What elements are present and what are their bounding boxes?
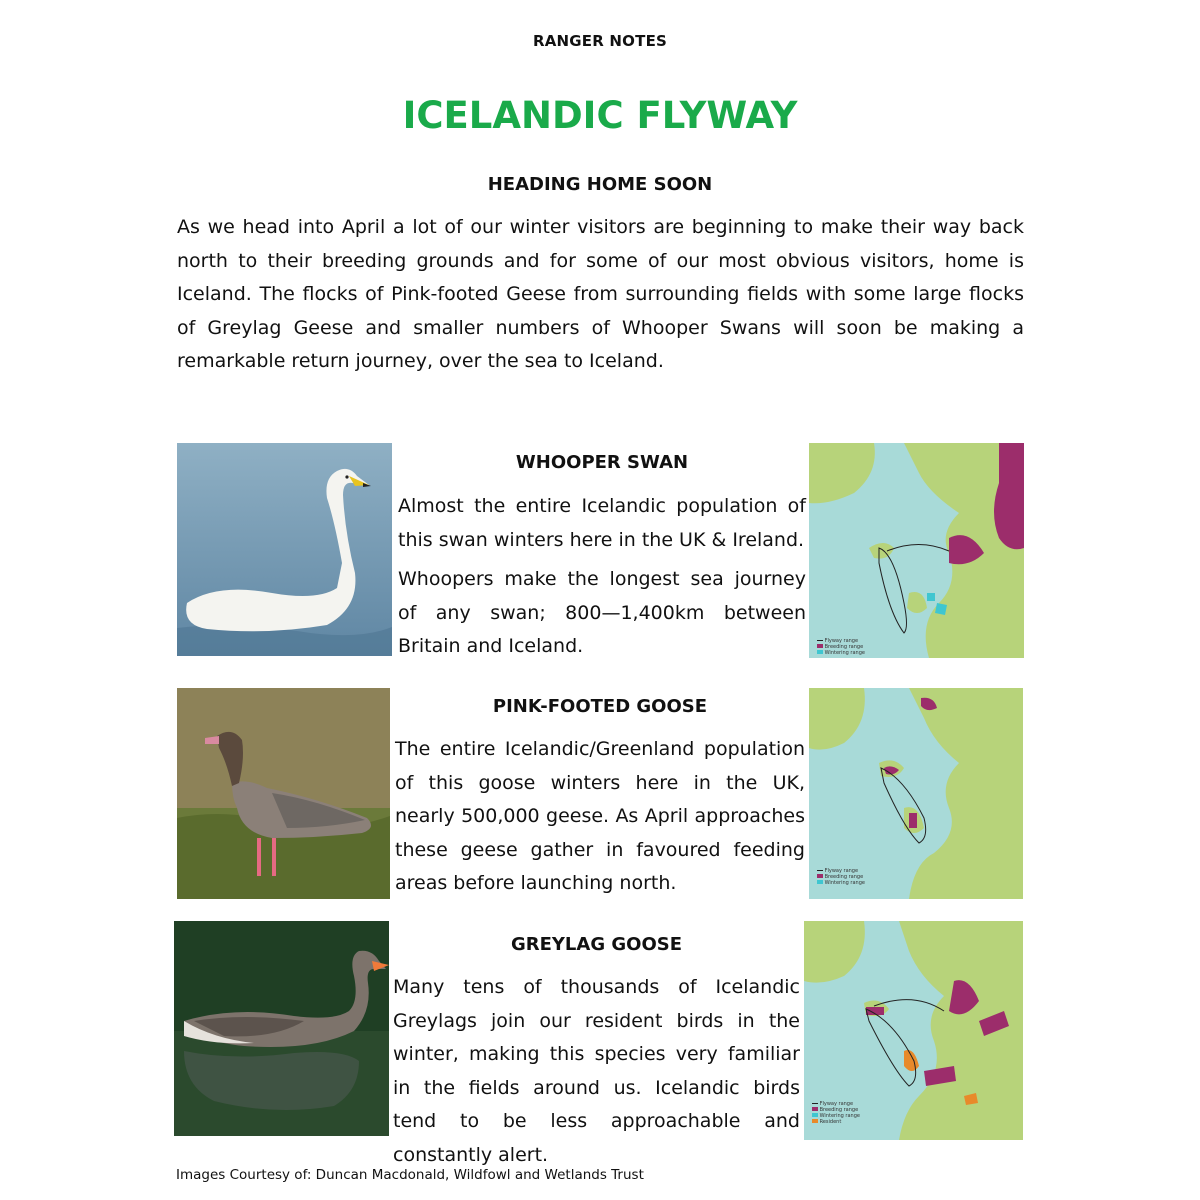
pink-footed-goose-text: [395, 733, 805, 901]
pink-footed-goose-photo: [177, 688, 390, 899]
whooper-swan-text: [398, 490, 806, 664]
legend-flyway: Flyway range: [817, 868, 865, 874]
pink-footed-goose-range-map: [809, 688, 1023, 899]
intro-heading: HEADING HOME SOON: [487, 174, 713, 195]
legend-flyway: Flyway range: [817, 638, 865, 644]
pink-footed-goose-map-legend: [817, 868, 865, 886]
legend-flyway: Flyway range: [812, 1101, 860, 1107]
pink-footed-goose-para-1: The entire Icelandic/Greenland population of this goose winters here in the UK, nearly 500,000 geese. As April approaches these geese gather in favoured feeding areas before launching north.: [395, 738, 805, 894]
page-title: ICELANDIC FLYWAY: [402, 94, 798, 137]
legend-wintering: Wintering range: [817, 650, 865, 656]
whooper-swan-title: WHOOPER SWAN: [515, 452, 689, 473]
greylag-goose-title: GREYLAG GOOSE: [510, 934, 683, 955]
greylag-goose-para-1: Many tens of thousands of Icelandic Greylags join our resident birds in the winter, making this species very familiar in the fields around us. Icelandic birds tend to be less approachable and constantly alert.: [393, 976, 800, 1166]
image-credit: Images Courtesy of: Duncan Macdonald, Wildfowl and Wetlands Trust: [176, 1167, 644, 1183]
legend-breeding: Breeding range: [817, 644, 865, 650]
whooper-swan-range-map: [809, 443, 1024, 658]
greylag-goose-photo: [174, 921, 389, 1136]
legend-wintering: Wintering range: [817, 880, 865, 886]
whooper-swan-para-1: Almost the entire Icelandic population of this swan winters here in the UK & Ireland.: [398, 495, 806, 551]
legend-breeding: Breeding range: [817, 874, 865, 880]
legend-wintering: Wintering range: [812, 1113, 860, 1119]
legend-resident: Resident: [812, 1119, 860, 1125]
whooper-swan-photo: [177, 443, 392, 656]
whooper-swan-para-2: Whoopers make the longest sea journey of any swan; 800—1,400km between Britain and Iceland.: [398, 568, 806, 657]
whooper-swan-map-legend: [817, 638, 865, 656]
header-label: RANGER NOTES: [532, 32, 668, 50]
legend-breeding: Breeding range: [812, 1107, 860, 1113]
intro-paragraph: As we head into April a lot of our winter visitors are beginning to make their way back north to their breeding grounds and for some of our most obvious visitors, home is Iceland. The flocks of Pink-footed Geese from surrounding fields with some large flocks of Greylag Geese and smaller numbers of Whooper Swans will soon be making a remarkable return journey, over the sea to Iceland.: [177, 216, 1024, 372]
greylag-goose-map-legend: [812, 1101, 860, 1125]
pink-footed-goose-title: PINK-FOOTED GOOSE: [492, 696, 708, 717]
greylag-goose-range-map: [804, 921, 1023, 1140]
greylag-goose-text: [393, 971, 800, 1172]
